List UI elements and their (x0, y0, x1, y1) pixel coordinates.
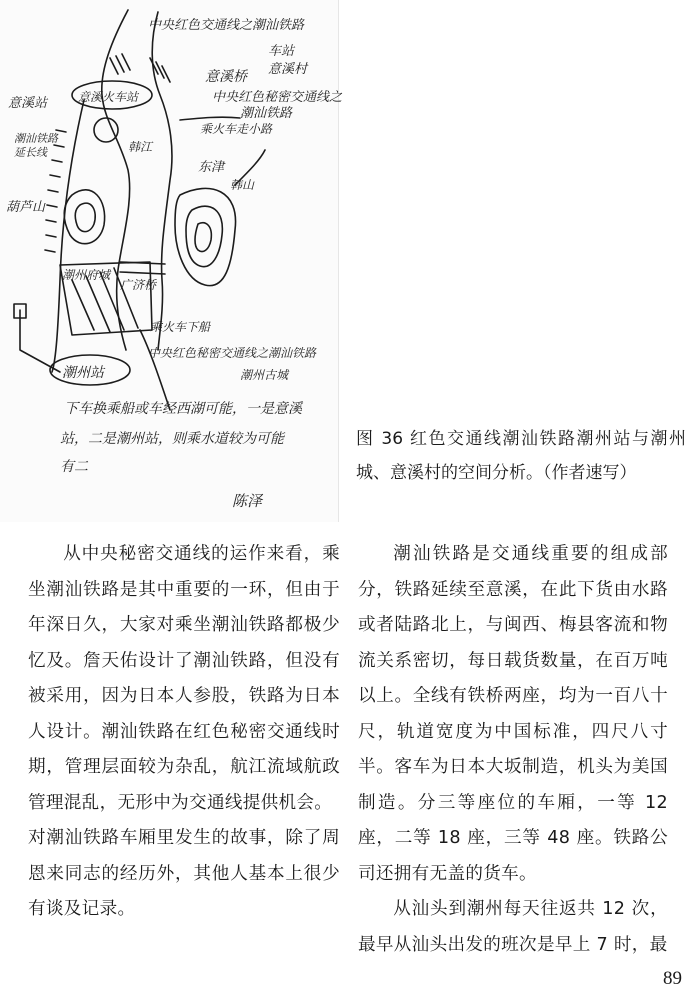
label-bottom-line: 中央红色秘密交通线之潮汕铁路 (148, 346, 317, 360)
label-yixi-station-circle: 意溪火车站 (78, 90, 139, 104)
page-number: 89 (663, 968, 682, 989)
figure-caption: 图 36 红色交通线潮汕铁路潮州站与潮州城、意溪村的空间分析。（作者速写） (356, 429, 686, 483)
label-chaoshan-extension: 潮汕铁路延长线 (14, 132, 58, 159)
label-yixi-bridge: 意溪桥 (205, 69, 247, 85)
label-guangji-bridge: 广济桥 (120, 278, 157, 292)
label-river: 韩江 (128, 140, 153, 154)
left-paragraph-1: 从中央秘密交通线的运作来看，乘坐潮汕铁路是其中重要的一环，但由于年深日久，大家对乘坐潮汕铁路都极少忆及。詹天佑设计了潮汕铁路，但没有被采用，因为日本人参股，铁路为日本人设计。潮汕铁路在红色秘密交通线时期，管理层面较为杂乱，航江流域航政管理混乱，无形中为交通线提供机会。 (28, 544, 340, 813)
sketch-note-line-1: 下车换乘船或车经西湖可能，一是意溪 (64, 401, 302, 417)
label-chaozhou-town: 潮州古城 (240, 368, 289, 382)
label-center-right-2: 潮汕铁路 (240, 106, 293, 121)
label-top-right-station: 车站 (268, 44, 295, 59)
left-paragraph-2: 对潮汕铁路车厢里发生的故事，除了周恩来同志的经历外，其他人基本上很少有谈及记录。 (28, 828, 340, 919)
label-west-hill: 葫芦山 (6, 200, 46, 215)
right-text-column (358, 537, 668, 963)
left-text-column (28, 537, 340, 928)
label-top-right-village: 意溪村 (268, 62, 308, 77)
label-hanshan: 韩山 (230, 178, 255, 192)
label-yixi-station: 意溪站 (8, 96, 48, 111)
right-paragraph-1: 潮汕铁路是交通线重要的组成部分，铁路延续至意溪，在此下货由水路或者陆路北上，与闽西、梅县客流和物流关系密切，每日载货数量，在百万吨以上。全线有铁桥两座，均为一百八十尺，轨道宽度为中国标准，四尺八寸半。客车为日本大坂制造，机头为美国制造。分三等座位的车厢，一等 12 座，二等 18 座，三等 48 座。铁路公司还拥有无盖的货车。 (358, 544, 668, 884)
right-paragraph-2: 从汕头到潮州每天往返共 12 次，最早从汕头出发的班次是早上 7 时，最 (358, 899, 668, 955)
label-top-right: 中央红色交通线之潮汕铁路 (148, 18, 305, 33)
hand-drawn-map-sketch (0, 0, 343, 522)
sketch-note-line-3: 有二 (60, 459, 88, 475)
label-right-bank: 东津 (198, 160, 225, 175)
label-chaozhou-city: 潮州府城 (62, 268, 111, 282)
sketch-note-line-2: 站，二是潮州站，则乘水道较为可能 (60, 431, 284, 447)
sketch-signature: 陈泽 (232, 492, 263, 510)
label-chaozhou-station: 潮州站 (62, 365, 104, 381)
label-center-right: 中央红色秘密交通线之 (212, 90, 343, 105)
label-route-2: 乘火车下船 (150, 320, 211, 334)
label-route-1: 乘火车走小路 (200, 122, 273, 136)
